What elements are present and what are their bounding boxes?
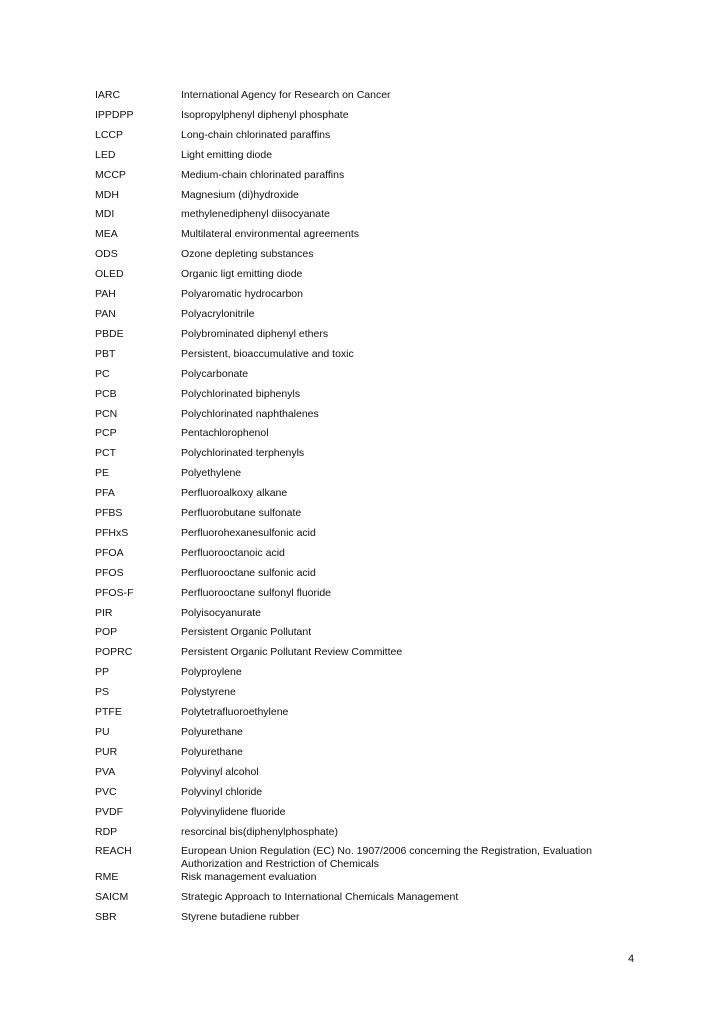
abbreviation-row: [95, 308, 655, 328]
abbreviation-term: PE: [95, 467, 110, 480]
abbreviation-term: PCT: [95, 447, 116, 460]
abbreviation-definition: European Union Regulation (EC) No. 1907/2006 concerning the Registration, Evaluation Authorization and Restriction of Chemicals: [181, 845, 592, 871]
abbreviation-row: [95, 268, 655, 288]
abbreviation-term: PVDF: [95, 805, 124, 818]
abbreviation-list: [95, 89, 655, 931]
abbreviation-term: LED: [95, 148, 116, 161]
abbreviation-definition: Strategic Approach to International Chemicals Management: [181, 891, 459, 904]
abbreviation-definition: Ozone depleting substances: [181, 248, 314, 261]
abbreviation-row: [95, 427, 655, 447]
abbreviation-term: PFOS-F: [95, 586, 134, 599]
abbreviation-row: [95, 467, 655, 487]
abbreviation-row: [95, 686, 655, 706]
abbreviation-row: [95, 547, 655, 567]
abbreviation-term: PBT: [95, 347, 116, 360]
abbreviation-definition: Perfluorohexanesulfonic acid: [181, 526, 316, 539]
abbreviation-term: MCCP: [95, 168, 126, 181]
abbreviation-term: PS: [95, 686, 110, 699]
abbreviation-term: MDI: [95, 208, 115, 221]
abbreviation-definition: Polyproylene: [181, 666, 242, 679]
abbreviation-term: RME: [95, 871, 119, 884]
abbreviation-row: [95, 208, 655, 228]
abbreviation-row: [95, 746, 655, 766]
abbreviation-definition: Polyvinyl alcohol: [181, 765, 259, 778]
abbreviation-row: [95, 388, 655, 408]
abbreviation-term: POP: [95, 626, 118, 639]
abbreviation-definition: Polyethylene: [181, 467, 242, 480]
page-number: 4: [628, 953, 635, 965]
abbreviation-definition: Risk management evaluation: [181, 871, 317, 884]
abbreviation-row: [95, 911, 655, 931]
abbreviation-term: OLED: [95, 268, 124, 281]
abbreviation-definition: Polybrominated diphenyl ethers: [181, 327, 329, 340]
abbreviation-term: PFA: [95, 487, 115, 500]
abbreviation-term: PIR: [95, 606, 113, 619]
abbreviation-row: [95, 587, 655, 607]
abbreviation-row: [95, 826, 655, 846]
abbreviation-term: MEA: [95, 228, 118, 241]
abbreviation-row: [95, 706, 655, 726]
abbreviation-term: IARC: [95, 89, 121, 101]
abbreviation-definition: Styrene butadiene rubber: [181, 911, 300, 924]
abbreviation-term: POPRC: [95, 646, 133, 659]
abbreviation-term: IPPDPP: [95, 108, 134, 121]
abbreviation-row: [95, 189, 655, 209]
abbreviation-term: PCP: [95, 427, 117, 440]
abbreviation-row: [95, 169, 655, 189]
abbreviation-definition: Perfluorooctanoic acid: [181, 546, 285, 559]
abbreviation-definition: Polytetrafluoroethylene: [181, 706, 289, 719]
abbreviation-term: LCCP: [95, 128, 124, 141]
abbreviation-row: [95, 408, 655, 428]
abbreviation-term: PVC: [95, 785, 117, 798]
abbreviation-definition: Polyaromatic hydrocarbon: [181, 288, 303, 301]
abbreviation-row: [95, 288, 655, 308]
abbreviation-definition: Polyvinyl chloride: [181, 785, 263, 798]
abbreviation-term: PCB: [95, 387, 117, 400]
abbreviation-row: [95, 666, 655, 686]
abbreviation-row: [95, 871, 655, 891]
abbreviation-row: [95, 129, 655, 149]
abbreviation-row: [95, 89, 655, 109]
abbreviation-term: SBR: [95, 911, 117, 924]
abbreviation-definition: Perfluoroalkoxy alkane: [181, 487, 288, 500]
abbreviation-term: REACH: [95, 845, 132, 858]
abbreviation-term: SAICM: [95, 891, 129, 904]
abbreviation-row: [95, 607, 655, 627]
abbreviation-definition: Medium-chain chlorinated paraffins: [181, 168, 345, 181]
abbreviation-row: [95, 891, 655, 911]
abbreviation-term: PUR: [95, 745, 118, 758]
abbreviation-row: [95, 845, 655, 871]
abbreviation-definition: Persistent Organic Pollutant Review Committee: [181, 646, 403, 659]
abbreviation-term: MDH: [95, 188, 119, 201]
abbreviation-term: PAH: [95, 288, 116, 301]
abbreviation-definition: Light emitting diode: [181, 148, 273, 161]
abbreviation-definition: Polyurethane: [181, 745, 243, 758]
abbreviation-row: [95, 567, 655, 587]
abbreviation-row: [95, 447, 655, 467]
abbreviation-definition: Polystyrene: [181, 686, 236, 699]
abbreviation-row: [95, 507, 655, 527]
abbreviation-row: [95, 368, 655, 388]
abbreviation-definition: Polychlorinated biphenyls: [181, 387, 301, 400]
abbreviation-definition: Perfluorooctane sulfonic acid: [181, 566, 316, 579]
abbreviation-definition: Isopropylphenyl diphenyl phosphate: [181, 108, 349, 121]
abbreviation-definition: Perfluorooctane sulfonyl fluoride: [181, 586, 332, 599]
abbreviation-definition: resorcinal bis(diphenylphosphate): [181, 825, 339, 838]
abbreviation-term: PAN: [95, 307, 116, 320]
abbreviation-term: PVA: [95, 765, 116, 778]
abbreviation-row: [95, 766, 655, 786]
abbreviation-row: [95, 626, 655, 646]
abbreviation-row: [95, 806, 655, 826]
abbreviation-term: PP: [95, 666, 110, 679]
abbreviation-definition: Polyurethane: [181, 726, 243, 738]
abbreviation-definition: Perfluorobutane sulfonate: [181, 507, 302, 520]
abbreviation-term: ODS: [95, 248, 118, 261]
abbreviation-definition: Polychlorinated terphenyls: [181, 447, 305, 460]
abbreviation-term: PC: [95, 367, 110, 380]
abbreviation-definition: Polyacrylonitrile: [181, 307, 255, 320]
abbreviation-row: [95, 726, 655, 746]
abbreviation-term: PBDE: [95, 327, 124, 340]
abbreviation-definition: Magnesium (di)hydroxide: [181, 188, 299, 201]
abbreviation-definition: Organic ligt emitting diode: [181, 268, 303, 281]
abbreviation-definition: Polyisocyanurate: [181, 606, 261, 619]
abbreviation-definition: Polycarbonate: [181, 367, 249, 380]
abbreviation-definition: Polychlorinated naphthalenes: [181, 407, 319, 420]
abbreviation-term: PTFE: [95, 706, 122, 719]
abbreviation-definition: Long-chain chlorinated paraffins: [181, 128, 331, 141]
abbreviation-row: [95, 786, 655, 806]
abbreviation-definition: Multilateral environmental agreements: [181, 228, 360, 241]
abbreviation-definition: Pentachlorophenol: [181, 427, 269, 440]
abbreviation-term: PFBS: [95, 507, 123, 520]
abbreviation-definition: Polyvinylidene fluoride: [181, 805, 286, 818]
abbreviation-row: [95, 109, 655, 129]
abbreviation-row: [95, 527, 655, 547]
abbreviation-definition: International Agency for Research on Cancer: [181, 89, 391, 101]
abbreviation-term: PFOA: [95, 546, 124, 559]
abbreviation-definition: Persistent Organic Pollutant: [181, 626, 312, 639]
abbreviation-row: [95, 646, 655, 666]
abbreviation-term: PFHxS: [95, 526, 129, 539]
abbreviation-term: PCN: [95, 407, 118, 420]
abbreviation-row: [95, 228, 655, 248]
abbreviation-row: [95, 149, 655, 169]
abbreviation-definition: Persistent, bioaccumulative and toxic: [181, 347, 354, 360]
abbreviation-row: [95, 248, 655, 268]
abbreviation-term: RDP: [95, 825, 118, 838]
abbreviation-definition: methylenediphenyl diisocyanate: [181, 208, 330, 221]
abbreviation-row: [95, 348, 655, 368]
abbreviation-row: [95, 328, 655, 348]
abbreviation-row: [95, 487, 655, 507]
abbreviation-term: PU: [95, 726, 110, 738]
abbreviation-term: PFOS: [95, 566, 124, 579]
